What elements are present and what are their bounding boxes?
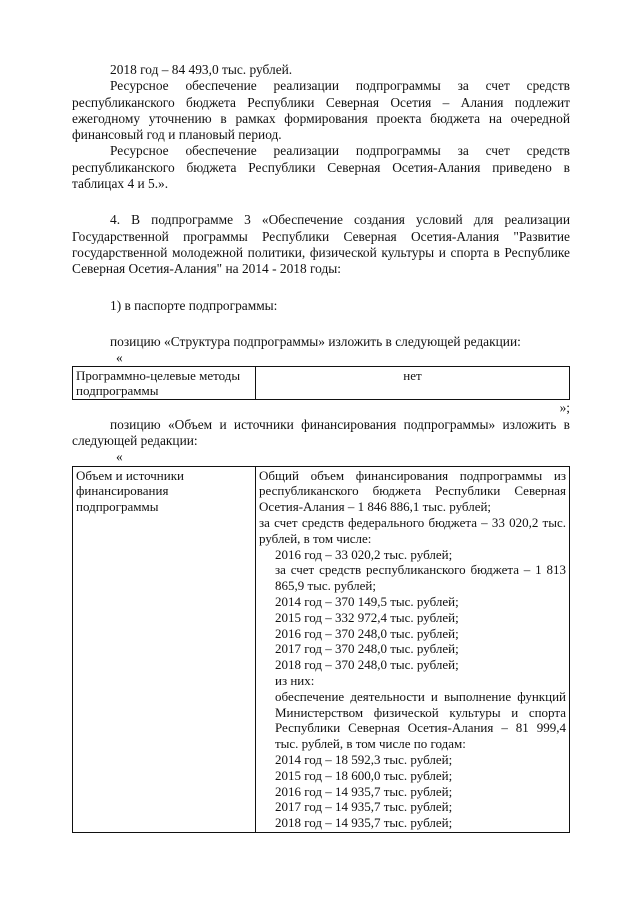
financing-line: 2018 год – 14 935,7 тыс. рублей;: [275, 815, 453, 831]
financing-line: 2017 год – 14 935,7 тыс. рублей;: [275, 799, 453, 815]
open-quote-2: «: [116, 449, 123, 465]
financing-line: 2018 год – 370 248,0 тыс. рублей;: [275, 657, 459, 673]
financing-line: 2017 год – 370 248,0 тыс. рублей;: [275, 641, 459, 657]
financing-line: за счет средств республиканского бюджета – 1 813 865,9 тыс. рублей;: [275, 562, 566, 594]
position-structure-text: позицию «Структура подпрограммы» изложить в следующей редакции:: [110, 333, 521, 349]
financing-line: из них:: [275, 673, 315, 688]
section-4-heading: 4. В подпрограмме 3 «Обеспечение создания условий для реализации Государственной программы Республики Северная Осетия-Алания "Развитие государственной молодежной политики, физической культуры и спорта в Республике Северная Осетия-Алания" на 2014 - 2018 годы:: [72, 212, 570, 277]
paragraph-resource-tables: Ресурсное обеспечение реализации подпрограммы за счет средств республиканского бюджета Республики Северная Осетия-Алания приведено в таблицах 4 и 5.».: [72, 143, 570, 192]
structure-table: [72, 366, 570, 400]
financing-line: 2014 год – 370 149,5 тыс. рублей;: [275, 594, 459, 610]
open-quote-1: «: [116, 350, 123, 366]
financing-table-value: [256, 466, 570, 832]
paragraph-resource-update: Ресурсное обеспечение реализации подпрограммы за счет средств республиканского бюджета Республики Северная Осетия – Алания подлежит ежегодному уточнению в рамках формирования проекта бюджета на очередной финансовый год и плановый период.: [72, 78, 570, 143]
financing-line: 2014 год – 18 592,3 тыс. рублей;: [275, 751, 453, 767]
structure-table-value: нет: [256, 367, 570, 400]
financing-line: обеспечение деятельности и выполнение функций Министерством физической культуры и спорта Республики Северная Осетия-Алания – 81 999,4 тыс. рублей, в том числе по годам:: [275, 688, 566, 752]
item-1-passport: 1) в паспорте подпрограммы:: [110, 297, 278, 313]
financing-line: 2016 год – 33 020,2 тыс. рублей;: [275, 546, 453, 562]
close-quote-1: »;: [559, 400, 570, 416]
document-page: [72, 62, 570, 833]
position-financing-text: позицию «Объем и источники финансирования подпрограммы» изложить в следующей редакции:: [72, 416, 570, 449]
financing-table: [72, 466, 570, 833]
financing-line: Общий объем финансирования подпрограммы из республиканского бюджета Республики Северная Осетия-Алания – 1 846 886,1 тыс. рублей;: [259, 467, 566, 515]
line-2018: 2018 год – 84 493,0 тыс. рублей.: [110, 62, 293, 77]
financing-line: 2016 год – 14 935,7 тыс. рублей;: [275, 783, 453, 799]
financing-line: 2015 год – 18 600,0 тыс. рублей;: [275, 767, 453, 783]
structure-table-label: Программно-целевые методы подпрограммы: [73, 367, 256, 400]
financing-line: 2016 год – 370 248,0 тыс. рублей;: [275, 625, 459, 641]
financing-table-label: Объем и источники финансирования подпрограммы: [73, 466, 256, 832]
financing-line: 2015 год – 332 972,4 тыс. рублей;: [275, 609, 459, 625]
financing-line: за счет средств федерального бюджета – 33 020,2 тыс. рублей, в том числе:: [259, 515, 566, 546]
